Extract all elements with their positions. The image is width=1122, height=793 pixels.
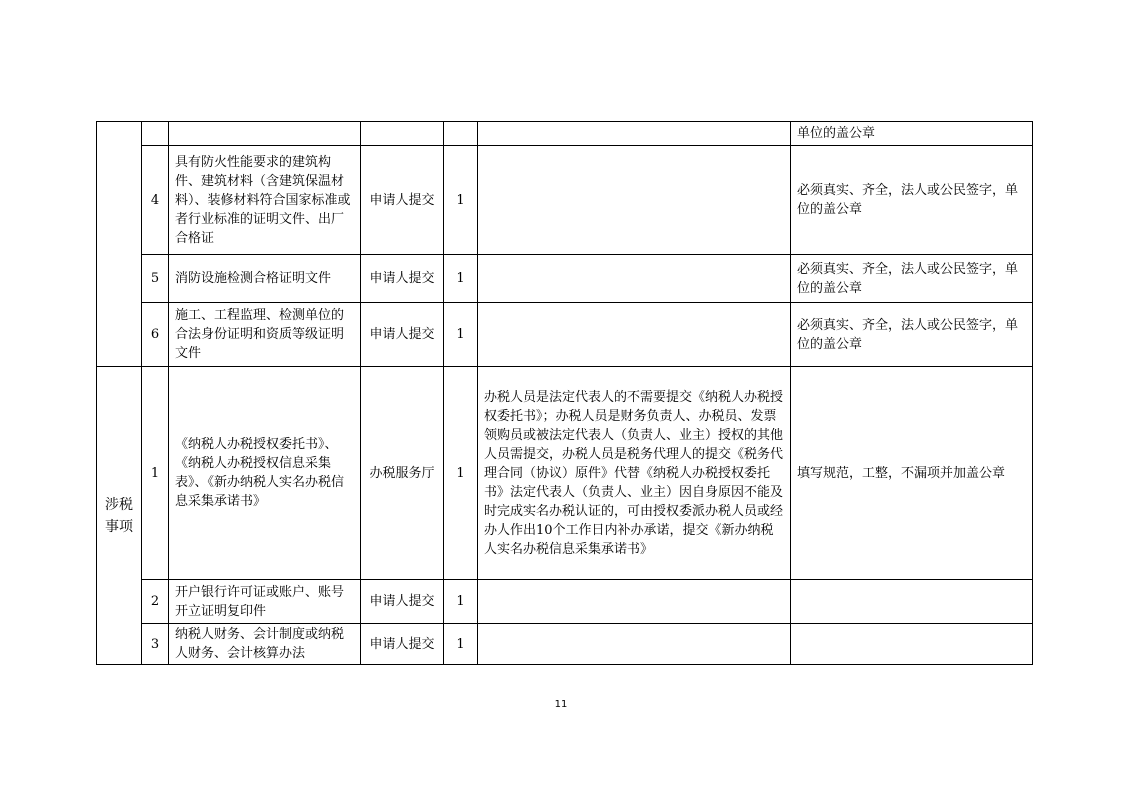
row-number: 5 xyxy=(142,255,169,303)
table-row xyxy=(97,146,1033,255)
group-cell-tax: 涉税事项 xyxy=(97,367,142,665)
requirement-cell: 单位的盖公章 xyxy=(791,122,1033,146)
material-cell: 纳税人财务、会计制度或纳税人财务、会计核算办法 xyxy=(169,624,361,665)
row-number xyxy=(142,122,169,146)
table-row xyxy=(97,122,1033,146)
row-number: 2 xyxy=(142,580,169,624)
requirement-cell xyxy=(791,624,1033,665)
materials-table xyxy=(96,121,1033,665)
note-cell xyxy=(478,303,791,367)
source-cell: 申请人提交 xyxy=(361,146,444,255)
copies-cell: 1 xyxy=(444,367,478,580)
source-cell: 办税服务厅 xyxy=(361,367,444,580)
note-cell xyxy=(478,146,791,255)
note-cell xyxy=(478,255,791,303)
table-row xyxy=(97,580,1033,624)
copies-cell: 1 xyxy=(444,580,478,624)
material-cell: 《纳税人办税授权委托书》、《纳税人办税授权信息采集表》、《新办纳税人实名办税信息采集承诺书》 xyxy=(169,367,361,580)
source-cell xyxy=(361,122,444,146)
page-number: 11 xyxy=(554,699,568,710)
requirement-cell: 必须真实、齐全，法人或公民签字，单位的盖公章 xyxy=(791,146,1033,255)
source-cell: 申请人提交 xyxy=(361,624,444,665)
material-cell: 施工、工程监理、检测单位的合法身份证明和资质等级证明文件 xyxy=(169,303,361,367)
material-cell: 消防设施检测合格证明文件 xyxy=(169,255,361,303)
copies-cell: 1 xyxy=(444,303,478,367)
copies-cell: 1 xyxy=(444,255,478,303)
table-row xyxy=(97,624,1033,665)
source-cell: 申请人提交 xyxy=(361,303,444,367)
table-row xyxy=(97,255,1033,303)
note-cell: 办税人员是法定代表人的不需要提交《纳税人办税授权委托书》；办税人员是财务负责人、办税员、发票领购员或被法定代表人（负责人、业主）授权的其他人员需提交，办税人员是税务代理人的提交《税务代理合同（协议）原件》代替《纳税人办税授权委托书》法定代表人（负责人、业主）因自身原因不能及时完成实名办税认证的，可由授权委派办税人员或经办人作出10个工作日内补办承诺，提交《新办纳税人实名办税信息采集承诺书》 xyxy=(478,367,791,580)
requirement-cell: 必须真实、齐全，法人或公民签字，单位的盖公章 xyxy=(791,303,1033,367)
requirement-cell xyxy=(791,580,1033,624)
requirement-cell: 必须真实、齐全，法人或公民签字，单位的盖公章 xyxy=(791,255,1033,303)
copies-cell: 1 xyxy=(444,624,478,665)
source-cell: 申请人提交 xyxy=(361,580,444,624)
copies-cell xyxy=(444,122,478,146)
copies-cell: 1 xyxy=(444,146,478,255)
row-number: 6 xyxy=(142,303,169,367)
table-row xyxy=(97,303,1033,367)
note-cell xyxy=(478,122,791,146)
note-cell xyxy=(478,624,791,665)
note-cell xyxy=(478,580,791,624)
requirement-cell: 填写规范，工整，不漏项并加盖公章 xyxy=(791,367,1033,580)
material-cell xyxy=(169,122,361,146)
row-number: 1 xyxy=(142,367,169,580)
table-row xyxy=(97,367,1033,580)
group-cell-fire xyxy=(97,122,142,367)
material-cell: 具有防火性能要求的建筑构件、建筑材料（含建筑保温材料）、装修材料符合国家标准或者行业标准的证明文件、出厂合格证 xyxy=(169,146,361,255)
row-number: 3 xyxy=(142,624,169,665)
material-cell: 开户银行许可证或账户、账号开立证明复印件 xyxy=(169,580,361,624)
source-cell: 申请人提交 xyxy=(361,255,444,303)
row-number: 4 xyxy=(142,146,169,255)
